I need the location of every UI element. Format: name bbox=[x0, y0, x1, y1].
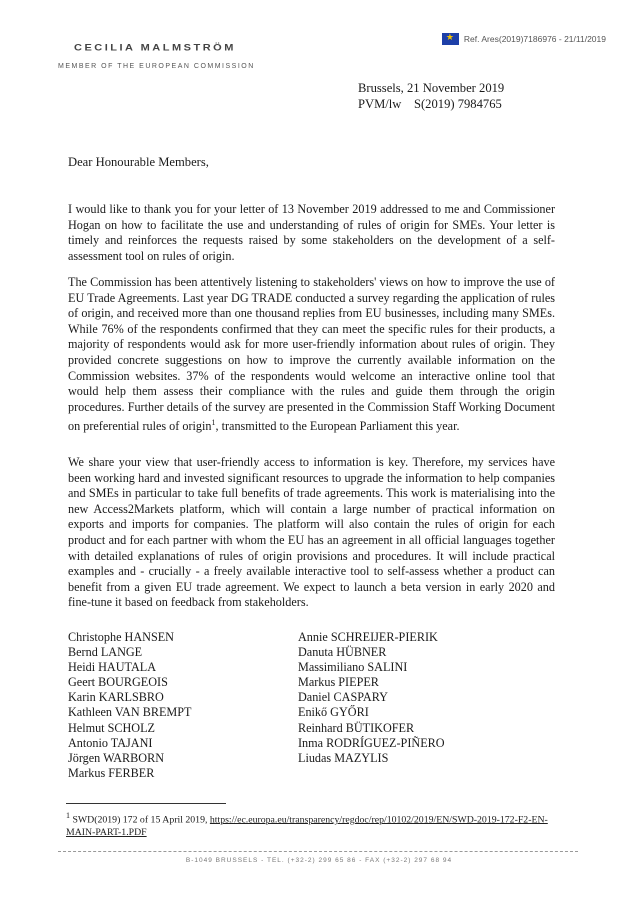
sender-name: CECILIA MALMSTRÖM bbox=[74, 42, 236, 54]
place-date: Brussels, 21 November 2019 bbox=[358, 81, 505, 95]
recipients-right bbox=[298, 630, 445, 766]
recipient-name: Massimiliano SALINI bbox=[298, 660, 408, 675]
file-reference: PVM/lw S(2019) 7984765 bbox=[358, 97, 502, 111]
recipient-name: Geert BOURGEOIS bbox=[68, 675, 168, 690]
recipient-name: Jörgen WARBORN bbox=[68, 750, 165, 765]
recipient-name: Helmut SCHOLZ bbox=[68, 720, 156, 735]
recipients-left bbox=[68, 630, 191, 781]
recipient-name: Danuta HÜBNER bbox=[298, 645, 387, 660]
recipient-name: Bernd LANGE bbox=[68, 645, 143, 660]
footnote-mark: 1 bbox=[66, 811, 70, 820]
place-date-block bbox=[358, 80, 504, 112]
eu-flag-icon bbox=[442, 33, 459, 45]
footnote-divider bbox=[66, 803, 226, 804]
paragraph-3: We share your view that user-friendly access to information is key. Therefore, my services have been working hard and invested significant resources to upgrade the information to help companies and SMEs in particular to take full benefits of trade agreements. This work is materialising into the new Access2Markets platform, which will contain a large number of practical information on exports and imports for companies. The platform will also contain the rules of origin for each product and for each partner with whom the EU has an agreement in all official languages together with detailed explanations of rules of origin provisions and procedures. It will include practical examples and - crucially - a freely available interactive tool to self-assess whether a product can benefit from a given EU trade agreement. We expect to launch a beta version in early 2020 and fine-tune it based on feedback from stakeholders. bbox=[68, 455, 555, 610]
recipient-name: Inma RODRÍGUEZ-PIÑERO bbox=[298, 735, 445, 750]
paragraph-2 bbox=[68, 275, 555, 435]
recipient-name: Enikő GYŐRI bbox=[298, 705, 369, 720]
recipient-name: Markus FERBER bbox=[68, 765, 155, 780]
footnote bbox=[66, 809, 556, 839]
recipient-name: Heidi HAUTALA bbox=[68, 660, 157, 675]
recipient-name: Daniel CASPARY bbox=[298, 690, 388, 705]
recipient-name: Kathleen VAN BREMPT bbox=[68, 705, 192, 720]
sender-title: MEMBER OF THE EUROPEAN COMMISSION bbox=[58, 63, 255, 70]
footer-divider bbox=[58, 851, 578, 852]
recipient-name: Antonio TAJANI bbox=[68, 735, 153, 750]
reference-stamp bbox=[442, 33, 606, 45]
footnote-link[interactable]: https://ec.europa.eu/transparency/regdoc/rep/10102/2019/EN/SWD-2019-172-F2-EN-MAIN-PART-1.PDF bbox=[66, 814, 548, 839]
recipient-name: Reinhard BÜTIKOFER bbox=[298, 720, 415, 735]
recipient-name: Liudas MAZYLIS bbox=[298, 750, 389, 765]
reference-number: Ref. Ares(2019)7186976 - 21/11/2019 bbox=[463, 34, 606, 44]
footnote-text: SWD(2019) 172 of 15 April 2019, bbox=[70, 814, 210, 826]
recipient-name: Markus PIEPER bbox=[298, 675, 379, 690]
paragraph-2-text: The Commission has been attentively listening to stakeholders' views on how to improve the use of EU Trade Agreements. Last year DG TRADE conducted a survey regarding the application of rules of origin, and received more than one thousand replies from EU businesses, including many SMEs. While 76% of the respondents confirmed that they can meet the specific rules for their products, a majority of respondents would ask for more user-friendly information about rules of origin. They provided concrete suggestions on how to improve the currently available information on the Commission websites. 37% of the respondents would welcome an interactive online tool that would help them assess their compliance with the rules and guide them through the origin procedures. Further details of the survey are presented in the Commission Staff Working Document on preferential rules of origin bbox=[68, 275, 555, 434]
salutation: Dear Honourable Members, bbox=[68, 155, 209, 169]
paragraph-2-tail: , transmitted to the European Parliament this year. bbox=[215, 419, 460, 434]
recipient-name: Karin KARLSBRO bbox=[68, 690, 164, 705]
recipient-name: Christophe HANSEN bbox=[68, 630, 174, 644]
paragraph-1: I would like to thank you for your letter of 13 November 2019 addressed to me and Commissioner Hogan on how to facilitate the use and understanding of rules of origin for SMEs. Your letter is timely and reinforces the requests raised by some stakeholders on the development of a self-assessment tool on rules of origin. bbox=[68, 202, 555, 263]
recipient-name: Annie SCHREIJER-PIERIK bbox=[298, 630, 438, 644]
footer-address: B-1049 BRUSSELS - TEL. (+32-2) 299 65 86 - FAX (+32-2) 297 68 94 bbox=[185, 857, 453, 864]
footnote-reference[interactable]: 1 bbox=[211, 418, 216, 428]
